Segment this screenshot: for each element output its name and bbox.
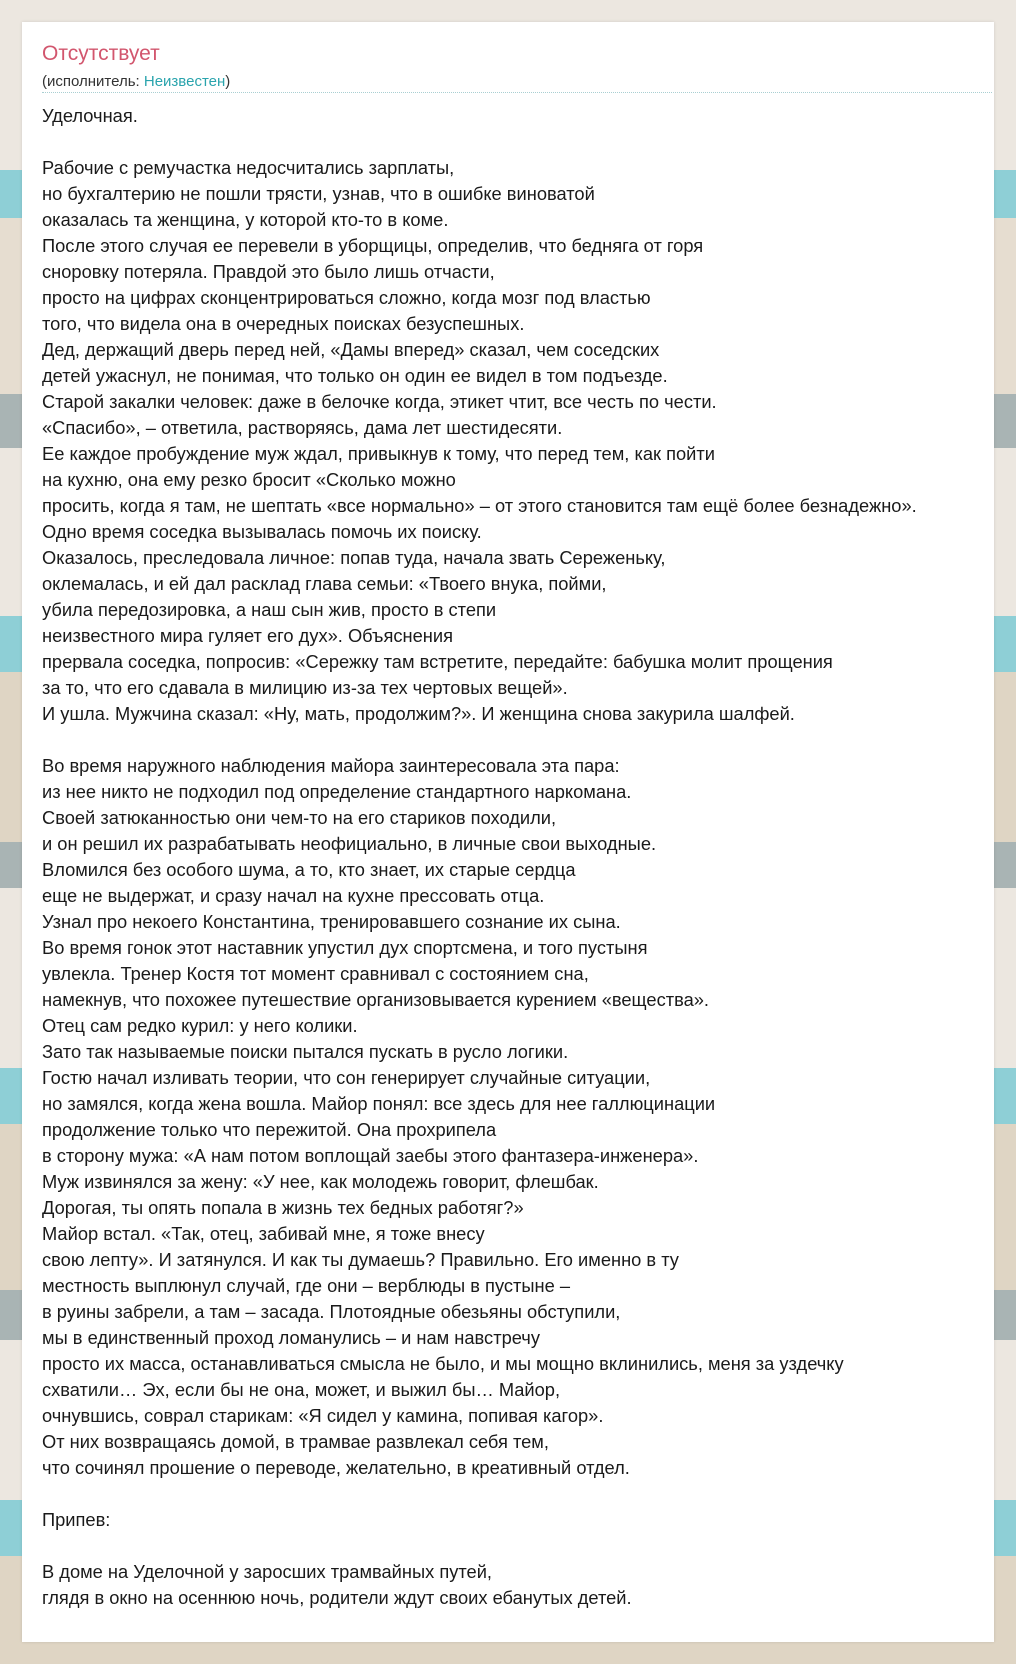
artist-suffix: ) [225, 73, 231, 90]
lyrics-line: После этого случая ее перевели в уборщицы, определив, что бедняга от горя [42, 235, 704, 256]
lyrics-blank-line [42, 727, 1002, 753]
lyrics-line: Своей затюканностью они чем-то на его стариков походили, [42, 807, 557, 828]
lyrics-line: намекнув, что похожее путешествие организовывается курением «вещества». [42, 989, 709, 1010]
lyrics-line: Дорогая, ты опять попала в жизнь тех бедных работяг?» [42, 1197, 524, 1218]
lyrics-blank-line [42, 1533, 1002, 1559]
lyrics-line: Оказалось, преследовала личное: попав туда, начала звать Сереженьку, [42, 547, 666, 568]
lyrics-line: оказалась та женщина, у которой кто-то в коме. [42, 209, 449, 230]
lyrics-line: Рабочие с ремучастка недосчитались зарплаты, [42, 157, 455, 178]
lyrics-line: и он решил их разрабатывать неофициально, в личные свои выходные. [42, 833, 657, 854]
lyrics-line: просто на цифрах сконцентрироваться сложно, когда мозг под властью [42, 287, 651, 308]
lyrics-line: убила передозировка, а наш сын жив, просто в степи [42, 599, 497, 620]
lyrics-line: И ушла. Мужчина сказал: «Ну, мать, продолжим?». И женщина снова закурила шалфей. [42, 703, 795, 724]
artist-prefix: (исполнитель: [42, 73, 144, 90]
lyrics-line: Отец сам редко курил: у него колики. [42, 1015, 358, 1036]
lyrics-line: прервала соседка, попросив: «Сережку там встретите, передайте: бабушка молит прощения [42, 651, 833, 672]
lyrics-line: но замялся, когда жена вошла. Майор понял: все здесь для нее галлюцинации [42, 1093, 716, 1114]
lyrics-line: того, что видела она в очередных поисках безуспешных. [42, 313, 525, 334]
lyrics-line: сноровку потеряла. Правдой это было лишь отчасти, [42, 261, 495, 282]
lyrics-line: мы в единственный проход ломанулись – и нам навстречу [42, 1327, 540, 1348]
lyrics-blank-line [42, 1481, 1002, 1507]
lyrics-line: оклемалась, и ей дал расклад глава семьи: «Твоего внука, пойми, [42, 573, 607, 594]
lyrics-line: за то, что его сдавала в милицию из-за тех чертовых вещей». [42, 677, 568, 698]
lyrics-line: В доме на Уделочной у заросших трамвайных путей, [42, 1561, 493, 1582]
lyrics-line: глядя в окно на осеннюю ночь, родители ждут своих ебанутых детей. [42, 1587, 632, 1608]
song-title: Отсутствует [42, 42, 160, 65]
lyrics-line: детей ужаснул, не понимая, что только он один ее видел в том подъезде. [42, 365, 668, 386]
lyrics-line: Муж извинялся за жену: «У нее, как молодежь говорит, флешбак. [42, 1171, 599, 1192]
lyrics-line: Ее каждое пробуждение муж ждал, привыкнув к тому, что перед тем, как пойти [42, 443, 715, 464]
lyrics-line: Одно время соседка вызывалась помочь их поиску. [42, 521, 482, 542]
lyrics-line: Во время гонок этот наставник упустил дух спортсмена, и того пустыня [42, 937, 648, 958]
lyrics-line: очнувшись, соврал старикам: «Я сидел у камина, попивая кагор». [42, 1405, 604, 1426]
title-divider [42, 92, 992, 93]
lyrics-line: Гостю начал изливать теории, что сон генерирует случайные ситуации, [42, 1067, 651, 1088]
lyrics-line: из нее никто не подходил под определение стандартного наркомана. [42, 781, 632, 802]
lyrics-line: неизвестного мира гуляет его дух». Объяснения [42, 625, 453, 646]
artist-link[interactable]: Неизвестен [143, 73, 226, 90]
lyrics-line: Во время наружного наблюдения майора заинтересовала эта пара: [42, 755, 620, 776]
lyrics-line: Узнал про некоего Константина, тренировавшего сознание их сына. [42, 911, 621, 932]
lyrics-line: свою лепту». И затянулся. И как ты думаешь? Правильно. Его именно в ту [42, 1249, 679, 1270]
lyrics-line: еще не выдержат, и сразу начал на кухне прессовать отца. [42, 885, 545, 906]
lyrics-line: увлекла. Тренер Костя тот момент сравнивал с состоянием сна, [42, 963, 589, 984]
lyrics-line: в сторону мужа: «А нам потом воплощай заебы этого фантазера-инженера». [42, 1145, 699, 1166]
lyrics-line: Зато так называемые поиски пытался пускать в русло логики. [42, 1041, 569, 1062]
lyrics-line: Дед, держащий дверь перед ней, «Дамы вперед» сказал, чем соседских [42, 339, 660, 360]
lyrics-line: местность выплюнул случай, где они – верблюды в пустыне – [42, 1275, 571, 1296]
lyrics-line: Старой закалки человек: даже в белочке когда, этикет чтит, все честь по чести. [42, 391, 717, 412]
lyrics-line: но бухгалтерию не пошли трясти, узнав, что в ошибке виноватой [42, 183, 595, 204]
lyrics-line: на кухню, она ему резко бросит «Сколько можно [42, 469, 456, 490]
lyrics-line: Уделочная. [42, 105, 138, 126]
lyrics-card [22, 22, 994, 1642]
lyrics-line: схватили… Эх, если бы не она, может, и выжил бы… Майор, [42, 1379, 561, 1400]
lyrics-line: «Спасибо», – ответила, растворяясь, дама лет шестидесяти. [42, 417, 563, 438]
lyrics-text [42, 103, 1002, 1611]
lyrics-line: просто их масса, останавливаться смысла не было, и мы мощно вклинились, меня за уздечку [42, 1353, 844, 1374]
lyrics-line: Припев: [42, 1509, 111, 1530]
artist-line [42, 73, 230, 90]
lyrics-line: продолжение только что пережитой. Она прохрипела [42, 1119, 497, 1140]
lyrics-line: Майор встал. «Так, отец, забивай мне, я тоже внесу [42, 1223, 485, 1244]
lyrics-line: в руины забрели, а там – засада. Плотоядные обезьяны обступили, [42, 1301, 621, 1322]
lyrics-line: просить, когда я там, не шептать «все нормально» – от этого становится там ещё более безнадежно». [42, 495, 917, 516]
lyrics-line: От них возвращаясь домой, в трамвае развлекал себя тем, [42, 1431, 549, 1452]
lyrics-blank-line [42, 129, 1002, 155]
lyrics-line: что сочинял прошение о переводе, желательно, в креативный отдел. [42, 1457, 630, 1478]
lyrics-line: Вломился без особого шума, а то, кто знает, их старые сердца [42, 859, 576, 880]
